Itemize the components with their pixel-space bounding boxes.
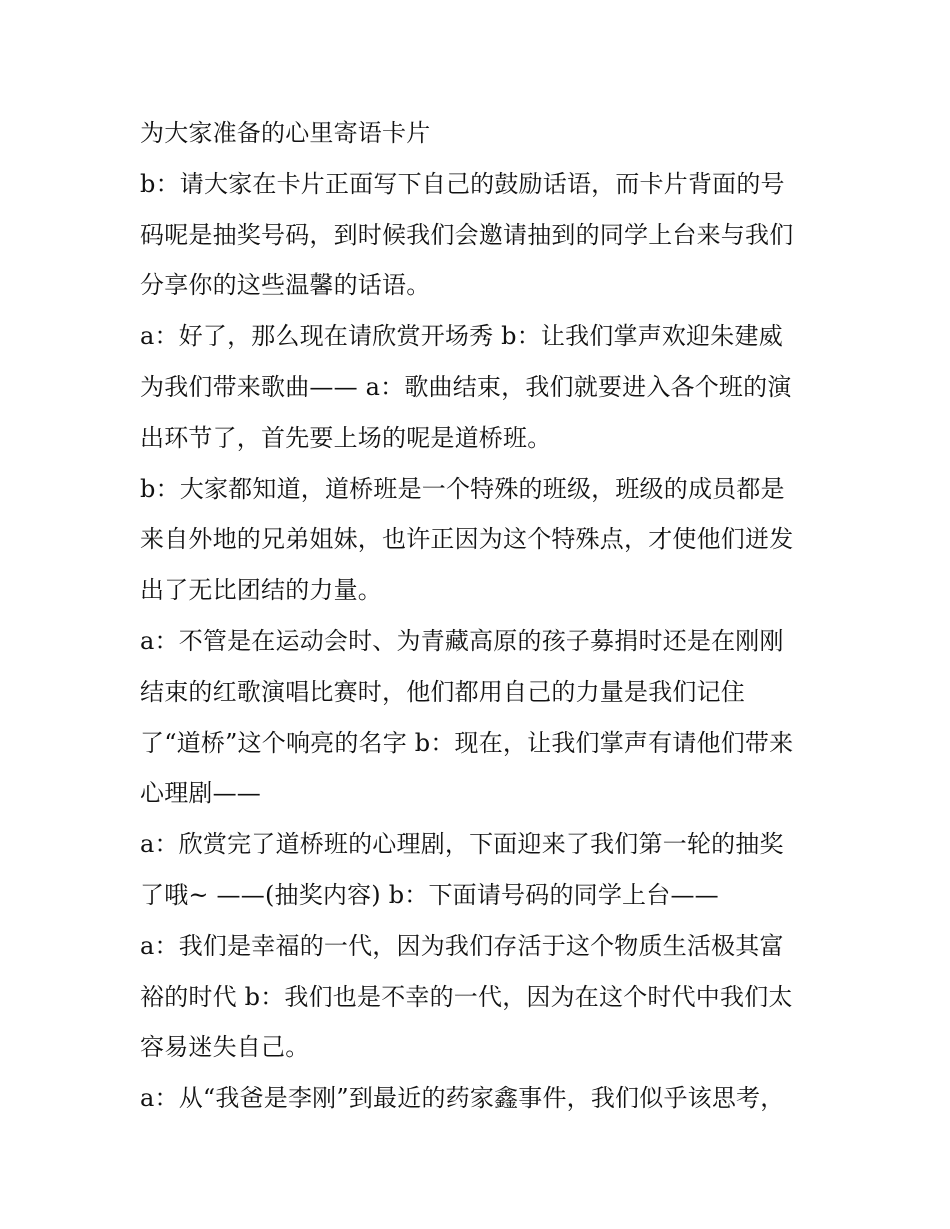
text-line: 容易迷失自己。 [140,1033,310,1062]
text-line: a：从“我爸是李刚”到最近的药家鑫事件，我们似乎该思考， [140,1084,785,1113]
text-line: 心理剧—— [140,779,261,808]
text-line: 分享你的这些温馨的话语。 [140,271,431,300]
text-line: 出环节了，首先要上场的呢是道桥班。 [140,423,552,452]
text-line: 裕的时代 b：我们也是不幸的一代，因为在这个时代中我们太 [140,982,793,1011]
text-line: 出了无比团结的力量。 [140,576,382,605]
text-line: a：欣赏完了道桥班的心理剧，下面迎来了我们第一轮的抽奖 [140,830,784,859]
text-line: a：不管是在运动会时、为青藏高原的孩子募捐时还是在刚刚 [140,626,784,655]
text-line: 了“道桥”这个响亮的名字 b：现在，让我们掌声有请他们带来 [140,728,794,757]
text-line: 码呢是抽奖号码，到时候我们会邀请抽到的同学上台来与我们 [140,220,794,249]
text-line: a：好了，那么现在请欣赏开场秀 b：让我们掌声欢迎朱建威 [140,322,783,351]
text-line: b：请大家在卡片正面写下自己的鼓励话语，而卡片背面的号 [140,169,785,198]
document-body [140,108,820,1124]
text-line: 为大家准备的心里寄语卡片 [140,119,431,147]
text-line: 为我们带来歌曲—— a：歌曲结束，我们就要进入各个班的演 [140,372,792,401]
text-line: 了哦~ ——(抽奖内容) b：下面请号码的同学上台—— [140,880,719,909]
text-line: a：我们是幸福的一代，因为我们存活于这个物质生活极其富 [140,931,784,960]
text-line: 结束的红歌演唱比赛时，他们都用自己的力量是我们记住 [140,677,745,706]
text-line: b：大家都知道，道桥班是一个特殊的班级，班级的成员都是 [140,474,785,503]
text-line: 来自外地的兄弟姐妹，也许正因为这个特殊点，才使他们迸发 [140,525,794,554]
